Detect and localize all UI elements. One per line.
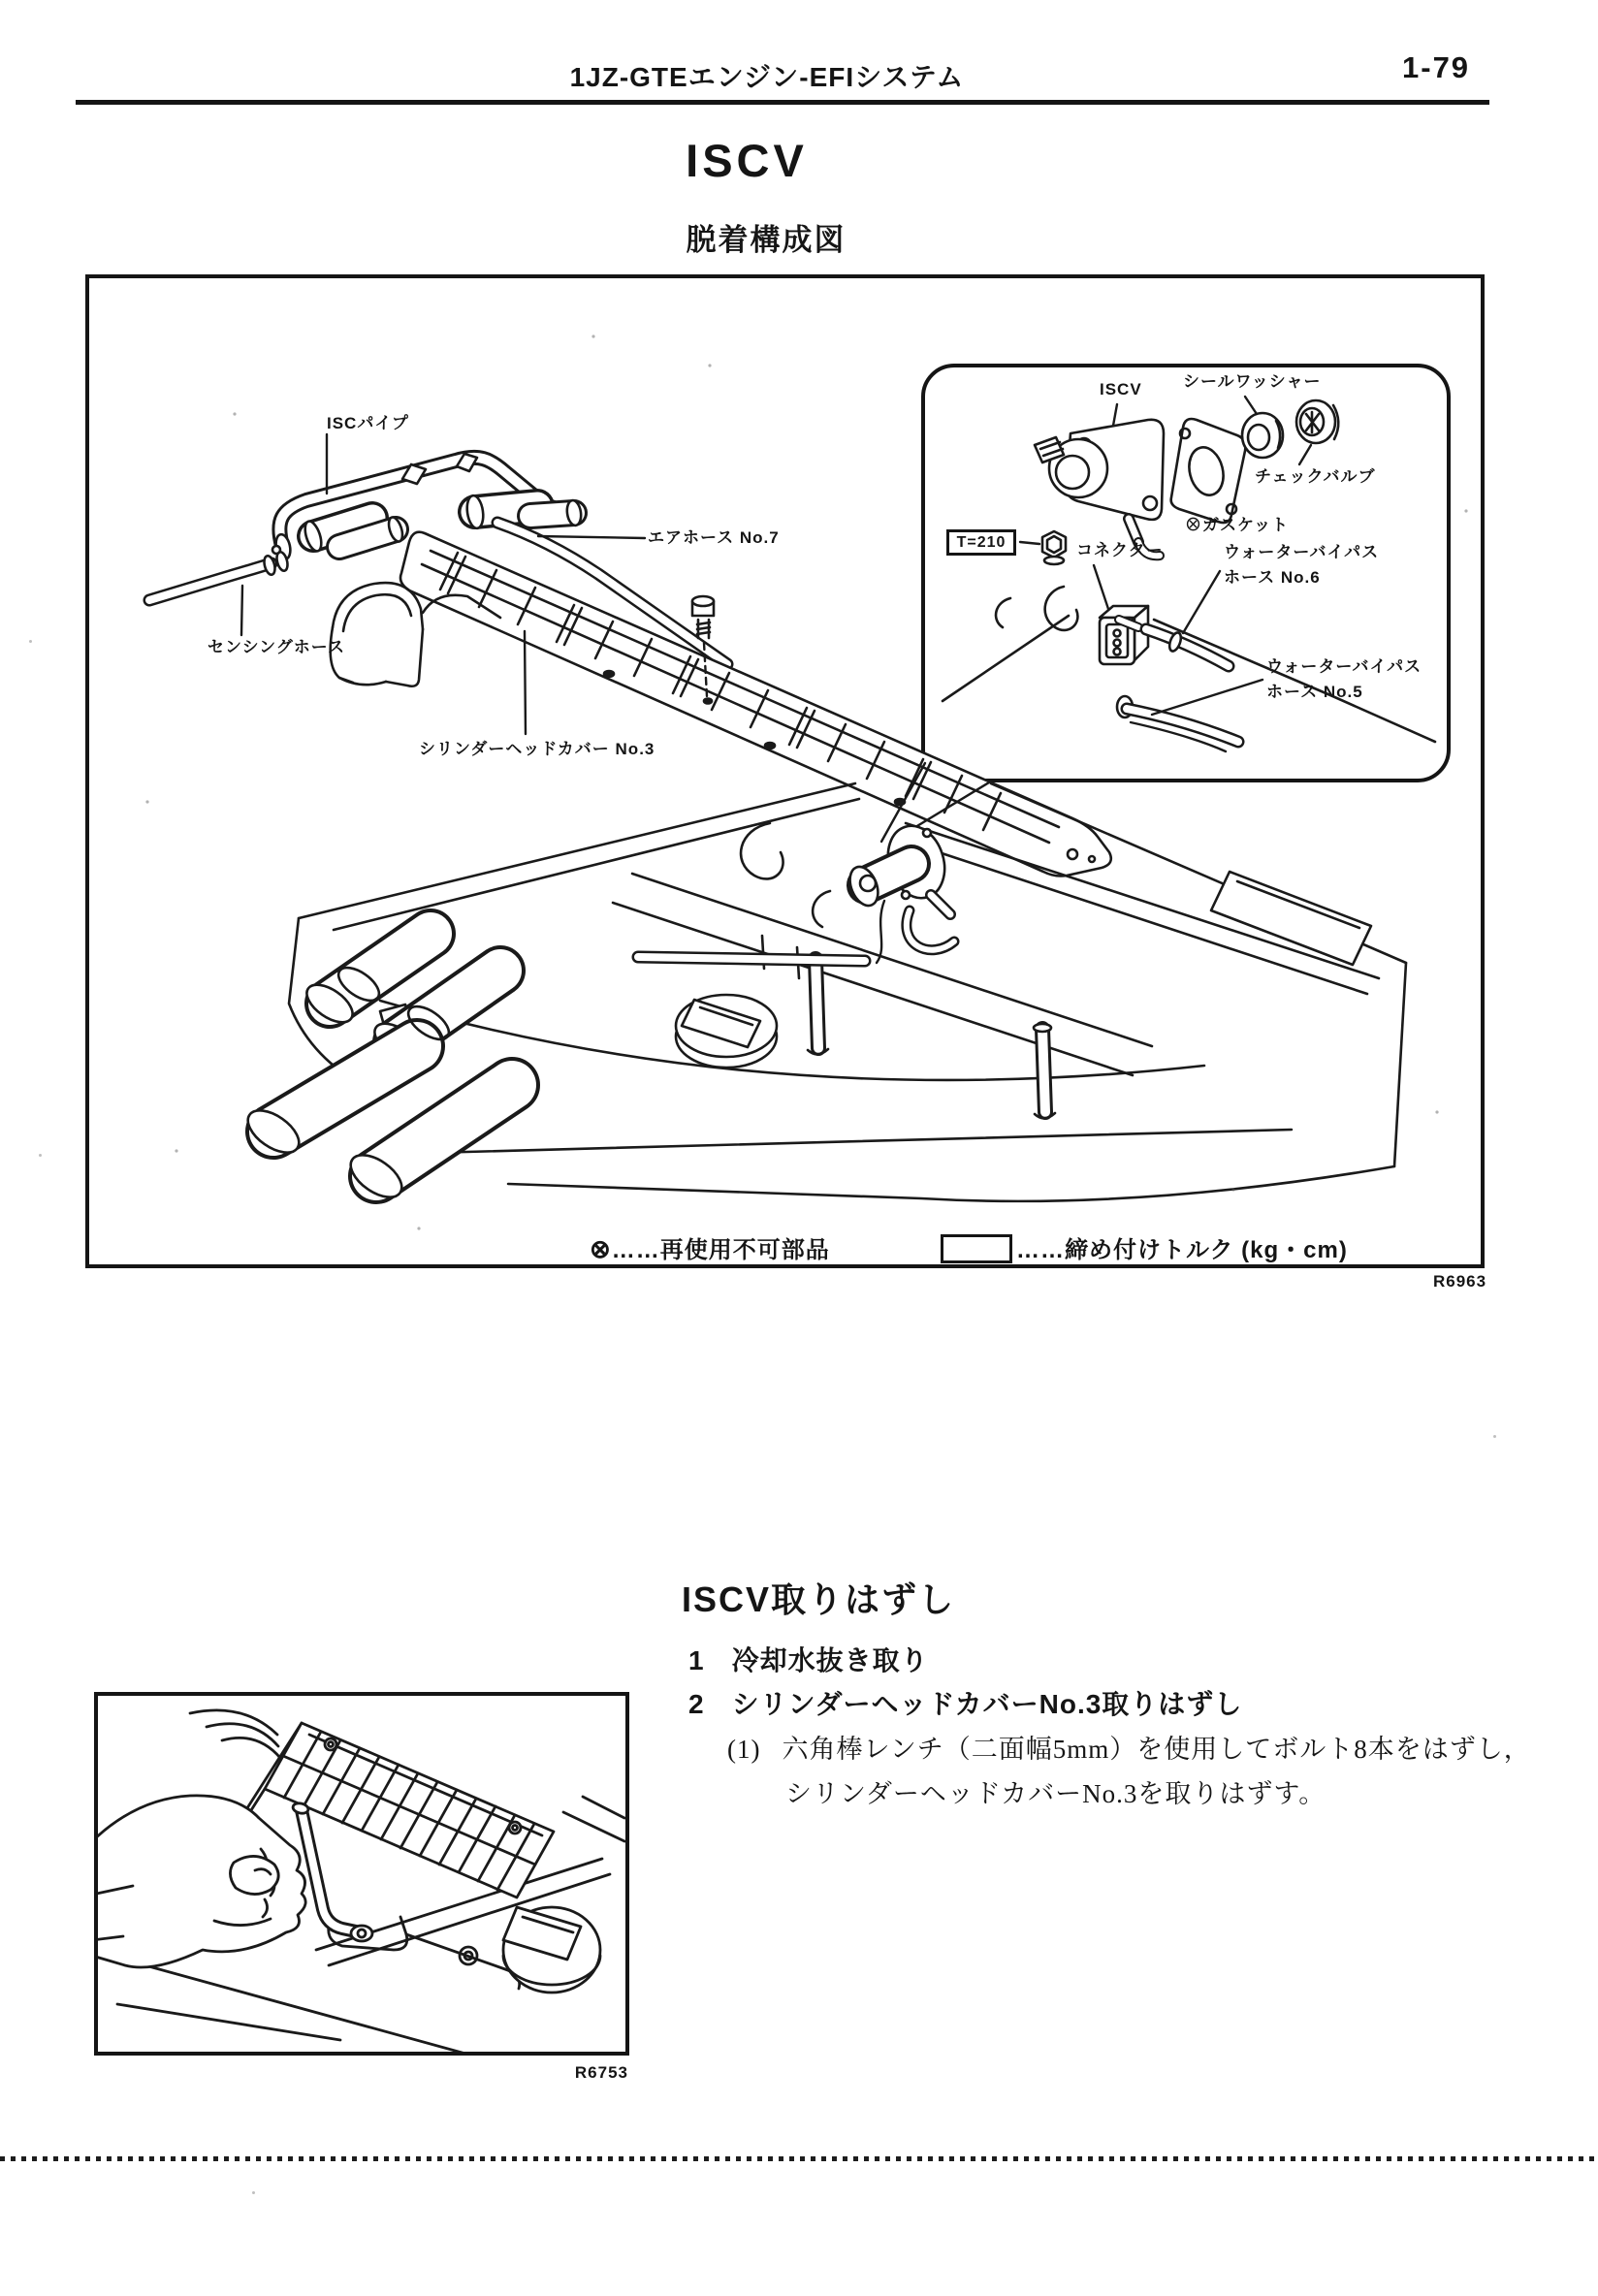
torque-spec-box: T=210 <box>946 529 1016 556</box>
label-isc-pipe: ISCパイプ <box>327 414 409 432</box>
page-header: 1JZ-GTEエンジン-EFIシステム <box>569 62 965 92</box>
label-head-cover-3: シリンダーヘッドカバー No.3 <box>419 740 655 758</box>
label-iscv: ISCV <box>1100 380 1142 399</box>
label-water-bypass-6-line2: ホース No.6 <box>1224 567 1321 587</box>
scan-speck <box>29 640 32 643</box>
page-title: ISCV <box>686 135 808 186</box>
procedure-step-1 <box>688 1640 929 1678</box>
substep-1-line1: 六角棒レンチ（二面幅5mm）を使用してボルト8本をはずし， <box>782 1735 1531 1764</box>
label-connector: コネクター <box>1076 541 1164 559</box>
hex-wrench-drawing <box>98 1696 625 2052</box>
label-water-bypass-5 <box>1266 654 1422 704</box>
step-1-text: 冷却水抜き取り <box>731 1645 929 1675</box>
header-rule <box>76 100 1489 105</box>
sensing-hose-drawing <box>149 546 289 635</box>
label-check-valve: チェックバルブ <box>1255 467 1376 486</box>
small-fig-hand <box>98 1796 305 1967</box>
oil-cap-drawing <box>676 995 777 1068</box>
legend-nonreusable <box>590 1230 830 1264</box>
figure-ref-small: R6753 <box>574 2063 628 2082</box>
label-water-bypass-6-line1: ウォーターバイパス <box>1224 543 1380 561</box>
procedure-heading: ISCV取りはずし <box>682 1579 956 1619</box>
label-sensing-hose: センシングホース <box>208 638 345 656</box>
figure-ref-main: R6963 <box>1433 1272 1487 1291</box>
procedure-substep-1 <box>727 1728 1531 1766</box>
label-water-bypass-5-line2: ホース No.5 <box>1266 682 1363 701</box>
label-water-bypass-6 <box>1224 540 1379 590</box>
procedure-step-2 <box>688 1683 1242 1722</box>
page-number: 1-79 <box>1402 50 1471 84</box>
exploded-view-drawing <box>89 278 1481 1264</box>
label-water-bypass-5-line1: ウォーターバイパス <box>1266 657 1422 676</box>
legend-torque-box <box>941 1234 1012 1263</box>
inset-check-valve-drawing <box>1296 400 1338 464</box>
label-air-hose-7: エアホース No.7 <box>648 528 780 547</box>
exploded-view-figure <box>85 274 1485 1268</box>
intake-runners-drawing <box>240 934 512 1205</box>
label-seal-washer: シールワッシャー <box>1183 372 1322 391</box>
legend-torque-text: ……締め付けトルク (kg・cm) <box>1016 1237 1348 1263</box>
substep-1-number: (1) <box>727 1735 761 1764</box>
legend-nonreusable-text: ……再使用不可部品 <box>611 1237 830 1263</box>
inset-connector-drawing <box>1094 565 1148 664</box>
scan-speck <box>39 1154 42 1157</box>
bottom-dotted-rule <box>0 2156 1598 2161</box>
inset-bolt-drawing <box>1020 531 1066 564</box>
harness-hooks-drawing <box>741 823 830 927</box>
step-1-number: 1 <box>688 1645 705 1675</box>
inset-gasket-drawing <box>1171 419 1246 523</box>
hex-wrench-figure <box>94 1692 629 2056</box>
nonreusable-symbol: ⊗ <box>590 1234 612 1263</box>
small-fig-oil-cap <box>503 1907 600 1993</box>
procedure-substep-1-cont: シリンダーヘッドカバーNo.3を取りはずす。 <box>785 1779 1326 1808</box>
label-gasket: ⊗ガスケット <box>1185 516 1290 534</box>
page-subtitle: 脱着構成図 <box>686 223 847 257</box>
scan-speck <box>1493 1435 1496 1438</box>
step-2-text: シリンダーヘッドカバーNo.3取りはずし <box>731 1689 1243 1719</box>
scan-speck <box>252 2191 255 2194</box>
step-2-number: 2 <box>688 1689 705 1719</box>
inset-seal-washer-drawing <box>1242 397 1283 458</box>
